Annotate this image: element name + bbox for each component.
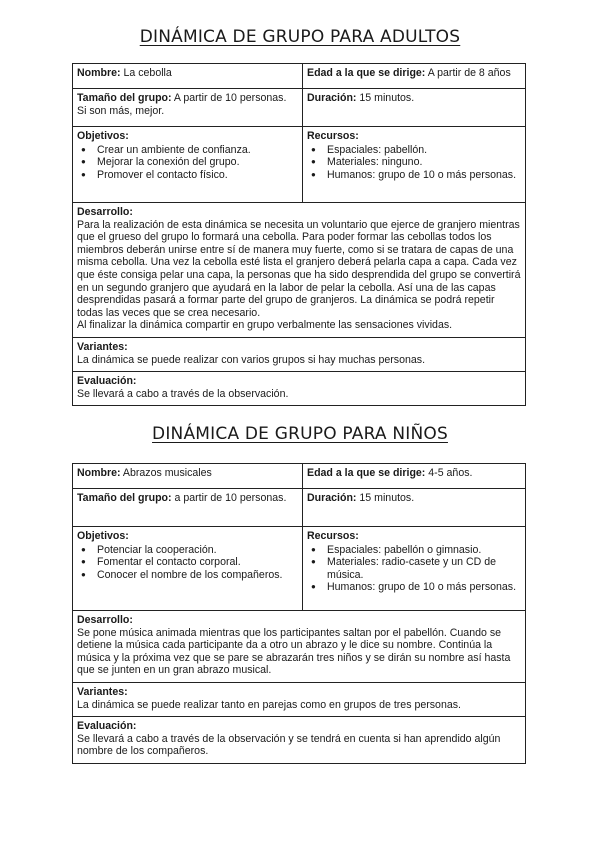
adults-duration-value: 15 minutos. [356, 92, 415, 104]
adults-development-closing: Al finalizar la dinámica compartir en grupo verbalmente las sensaciones vividas. [77, 319, 453, 332]
kids-age-value: 4-5 años. [425, 467, 473, 479]
adults-objectives-list [77, 144, 298, 182]
adults-name-cell [73, 64, 303, 89]
adults-evaluation-label: Evaluación: [77, 375, 137, 388]
list-item: ● Materiales: ninguno. [327, 156, 521, 169]
kids-development-text: Se pone música animada mientras que los participantes saltan por el pabellón. Cuando se detiene la música cada participante da a otro un abrazo y le dice su nombre. Continúa la música y la próxima vez que se pare se abrazarán tres niños y se dirán su nombre así hasta que se junten en un gran abrazo musical. [77, 626, 511, 677]
kids-name-label: Nombre: [77, 467, 121, 479]
kids-resources-cell [303, 527, 526, 611]
list-item: ● Potenciar la cooperación. [97, 544, 298, 557]
kids-variants-label: Variantes: [77, 685, 128, 698]
list-item: ● Conocer el nombre de los compañeros. [97, 569, 298, 582]
kids-development-cell [73, 611, 526, 683]
kids-evaluation-cell [73, 717, 526, 764]
kids-name-cell [73, 464, 303, 489]
kids-size-label: Tamaño del grupo: [77, 492, 172, 504]
adults-size-value: A partir de 10 personas. Si son más, mejor. [77, 92, 287, 117]
adults-title: DINÁMICA DE GRUPO PARA ADULTOS [139, 27, 461, 47]
adults-variants-label: Variantes: [77, 340, 128, 353]
list-item: ● Promover el contacto físico. [97, 169, 298, 182]
adults-size-cell [73, 89, 303, 127]
kids-duration-value: 15 minutos. [356, 492, 415, 504]
kids-objectives-cell [73, 527, 303, 611]
kids-resources-label: Recursos: [307, 530, 359, 542]
kids-name-value: Abrazos musicales [120, 467, 212, 479]
kids-evaluation-text: Se llevará a cabo a través de la observación y se tendrá en cuenta si han aprendido algún nombre de los compañeros. [77, 732, 501, 758]
kids-objectives-list [77, 544, 298, 582]
adults-evaluation-text: Se llevará a cabo a través de la observación. [77, 387, 289, 400]
adults-development-cell [73, 203, 526, 338]
adults-age-cell [303, 64, 526, 89]
kids-age-label: Edad a la que se dirige: [307, 467, 426, 479]
kids-resources-list [307, 544, 521, 594]
kids-age-cell [303, 464, 526, 489]
adults-variants-cell [73, 337, 526, 371]
adults-evaluation-cell [73, 372, 526, 406]
list-item: ● Espaciales: pabellón o gimnasio. [327, 544, 521, 557]
adults-variants-text: La dinámica se puede realizar con varios grupos si hay muchas personas. [77, 353, 426, 366]
kids-evaluation-label: Evaluación: [77, 720, 137, 733]
kids-objectives-label: Objetivos: [77, 530, 129, 542]
list-item: ● Mejorar la conexión del grupo. [97, 156, 298, 169]
adults-development-label: Desarrollo: [77, 206, 133, 218]
kids-title: DINÁMICA DE GRUPO PARA NIÑOS [152, 424, 448, 444]
adults-size-label: Tamaño del grupo: [77, 92, 172, 104]
adults-resources-label: Recursos: [307, 130, 359, 142]
adults-objectives-label: Objetivos: [77, 130, 129, 142]
adults-resources-list [307, 144, 521, 182]
kids-card [72, 463, 526, 764]
kids-variants-cell [73, 682, 526, 716]
kids-size-value: a partir de 10 personas. [171, 492, 287, 504]
adults-resources-cell [303, 127, 526, 203]
adults-duration-label: Duración: [307, 92, 357, 104]
kids-duration-cell [303, 489, 526, 527]
kids-development-label: Desarrollo: [77, 614, 133, 626]
adults-name-value: La cebolla [120, 67, 172, 79]
adults-development-text: Para la realización de esta dinámica se necesita un voluntario que ejerce de granjero mientras que el grueso del grupo lo formará una cebolla. Para poder formar las cebollas todos los miembros deberán unirse entre sí de manera muy fuerte, como si se tratara de capas de una misma cebolla. Una vez la cebolla esté lista el granjero deberá pelarla capa a capa. Cada vez que éste consiga pelar una capa, la personas que ha sido desprendida del grupo se convertirá en un segundo granjero que ayudará en la labor de pelar la cebolla. Así una de las capas desprendidas pasará a formar parte del grupo de granjeros. La dinámica se podrá repetir todas las veces que se crea necesario. [77, 218, 521, 319]
adults-name-label: Nombre: [77, 67, 121, 79]
list-item: ● Humanos: grupo de 10 o más personas. [327, 581, 521, 594]
list-item: ● Humanos: grupo de 10 o más personas. [327, 169, 521, 182]
adults-age-value: A partir de 8 años [425, 67, 511, 79]
adults-age-label: Edad a la que se dirige: [307, 67, 426, 79]
adults-duration-cell [303, 89, 526, 127]
kids-duration-label: Duración: [307, 492, 357, 504]
list-item: ● Crear un ambiente de confianza. [97, 144, 298, 157]
list-item: ● Espaciales: pabellón. [327, 144, 521, 157]
adults-objectives-cell [73, 127, 303, 203]
list-item: ● Materiales: radio-casete y un CD de música. [327, 556, 521, 581]
list-item: ● Fomentar el contacto corporal. [97, 556, 298, 569]
adults-card [72, 63, 526, 406]
kids-size-cell [73, 489, 303, 527]
kids-variants-text: La dinámica se puede realizar tanto en parejas como en grupos de tres personas. [77, 698, 461, 711]
